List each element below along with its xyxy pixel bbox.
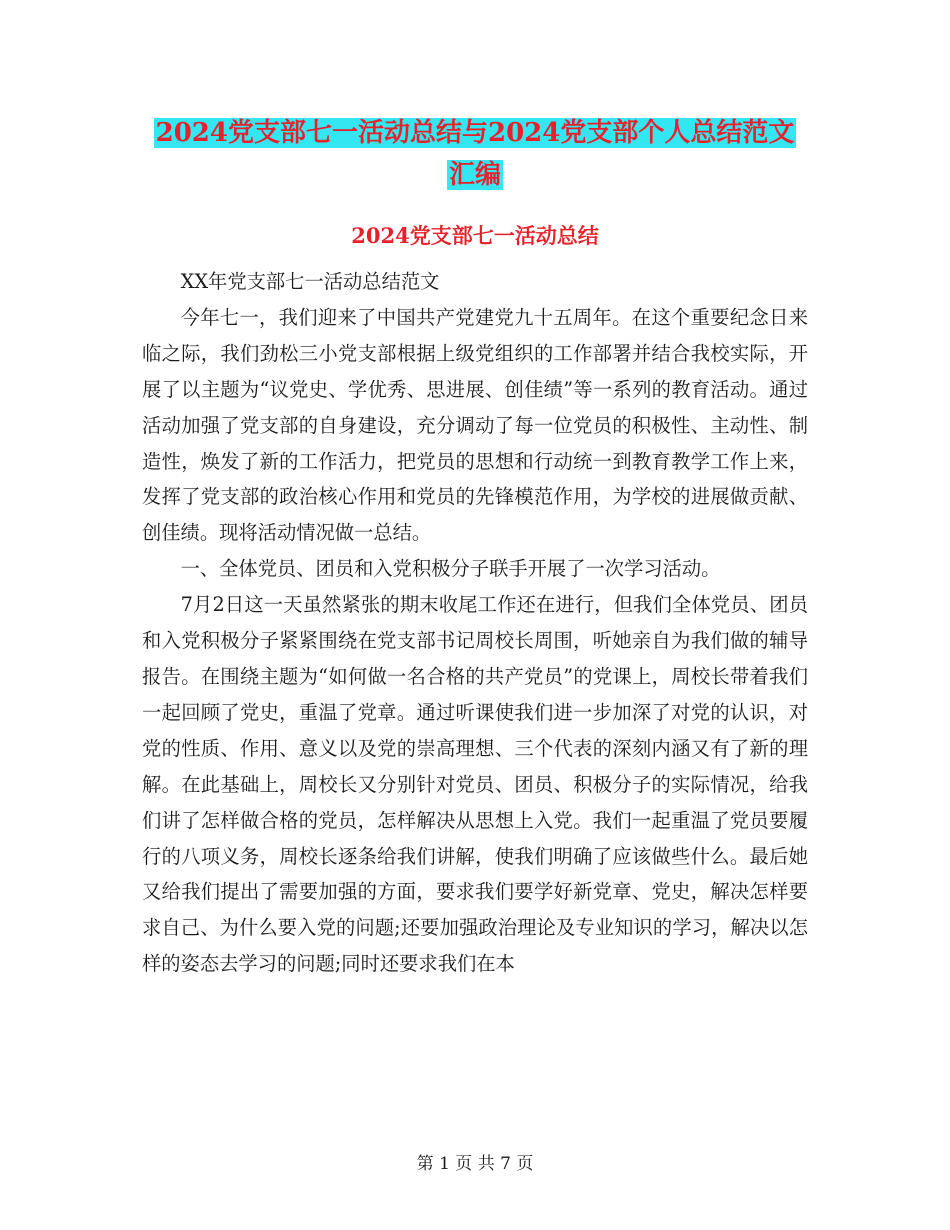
body-paragraph: 今年七一，我们迎来了中国共产党建党九十五周年。在这个重要纪念日来临之际，我们劲松三小党支部根据上级党组织的工作部署并结合我校实际，开展了以主题为“议党史、学优秀、思进展、创佳绩”等一系列的教育活动。通过活动加强了党支部的自身建设，充分调动了每一位党员的积极性、主动性、制造性，焕发了新的工作活力，把党员的思想和行动统一到教育教学工作上来，发挥了党支部的政治核心作用和党员的先锋模范作用，为学校的进展做贡献、创佳绩。现将活动情况做一总结。	[142, 305, 808, 545]
document-body	[142, 264, 808, 982]
body-paragraph: 7月2日这一天虽然紧张的期末收尾工作还在进行，但我们全体党员、团员和入党积极分子紧紧围绕在党支部书记周校长周围，听她亲自为我们做的辅导报告。在围绕主题为“如何做一名合格的共产党员”的党课上，周校长带着我们一起回顾了党史，重温了党章。通过听课使我们进一步加深了对党的认识，对党的性质、作用、意义以及党的崇高理想、三个代表的深刻内涵又有了新的理解。在此基础上，周校长又分别针对党员、团员、积极分子的实际情况，给我们讲了怎样做合格的党员，怎样解决从思想上入党。我们一起重温了党员要履行的八项义务，周校长逐条给我们讲解，使我们明确了应该做些什么。最后她又给我们提出了需要加强的方面，要求我们要学好新党章、党史，解决怎样要求自己、为什么要入党的问题;还要加强政治理论及专业知识的学习，解决以怎样的姿态去学习的问题;同时还要求我们在本	[142, 593, 808, 976]
body-paragraph: XX年党支部七一活动总结范文	[180, 270, 440, 293]
section-title: 2024党支部七一活动总结	[351, 223, 599, 248]
document-title	[0, 112, 950, 196]
page-footer: 第 1 页 共 7 页	[416, 1154, 534, 1174]
document-title-line-1: 2024党支部七一活动总结与2024党支部个人总结范文	[155, 118, 795, 148]
body-paragraph: 一、全体党员、团员和入党积极分子联手开展了一次学习活动。	[180, 557, 721, 581]
document-title-line-2: 汇编	[448, 160, 501, 190]
